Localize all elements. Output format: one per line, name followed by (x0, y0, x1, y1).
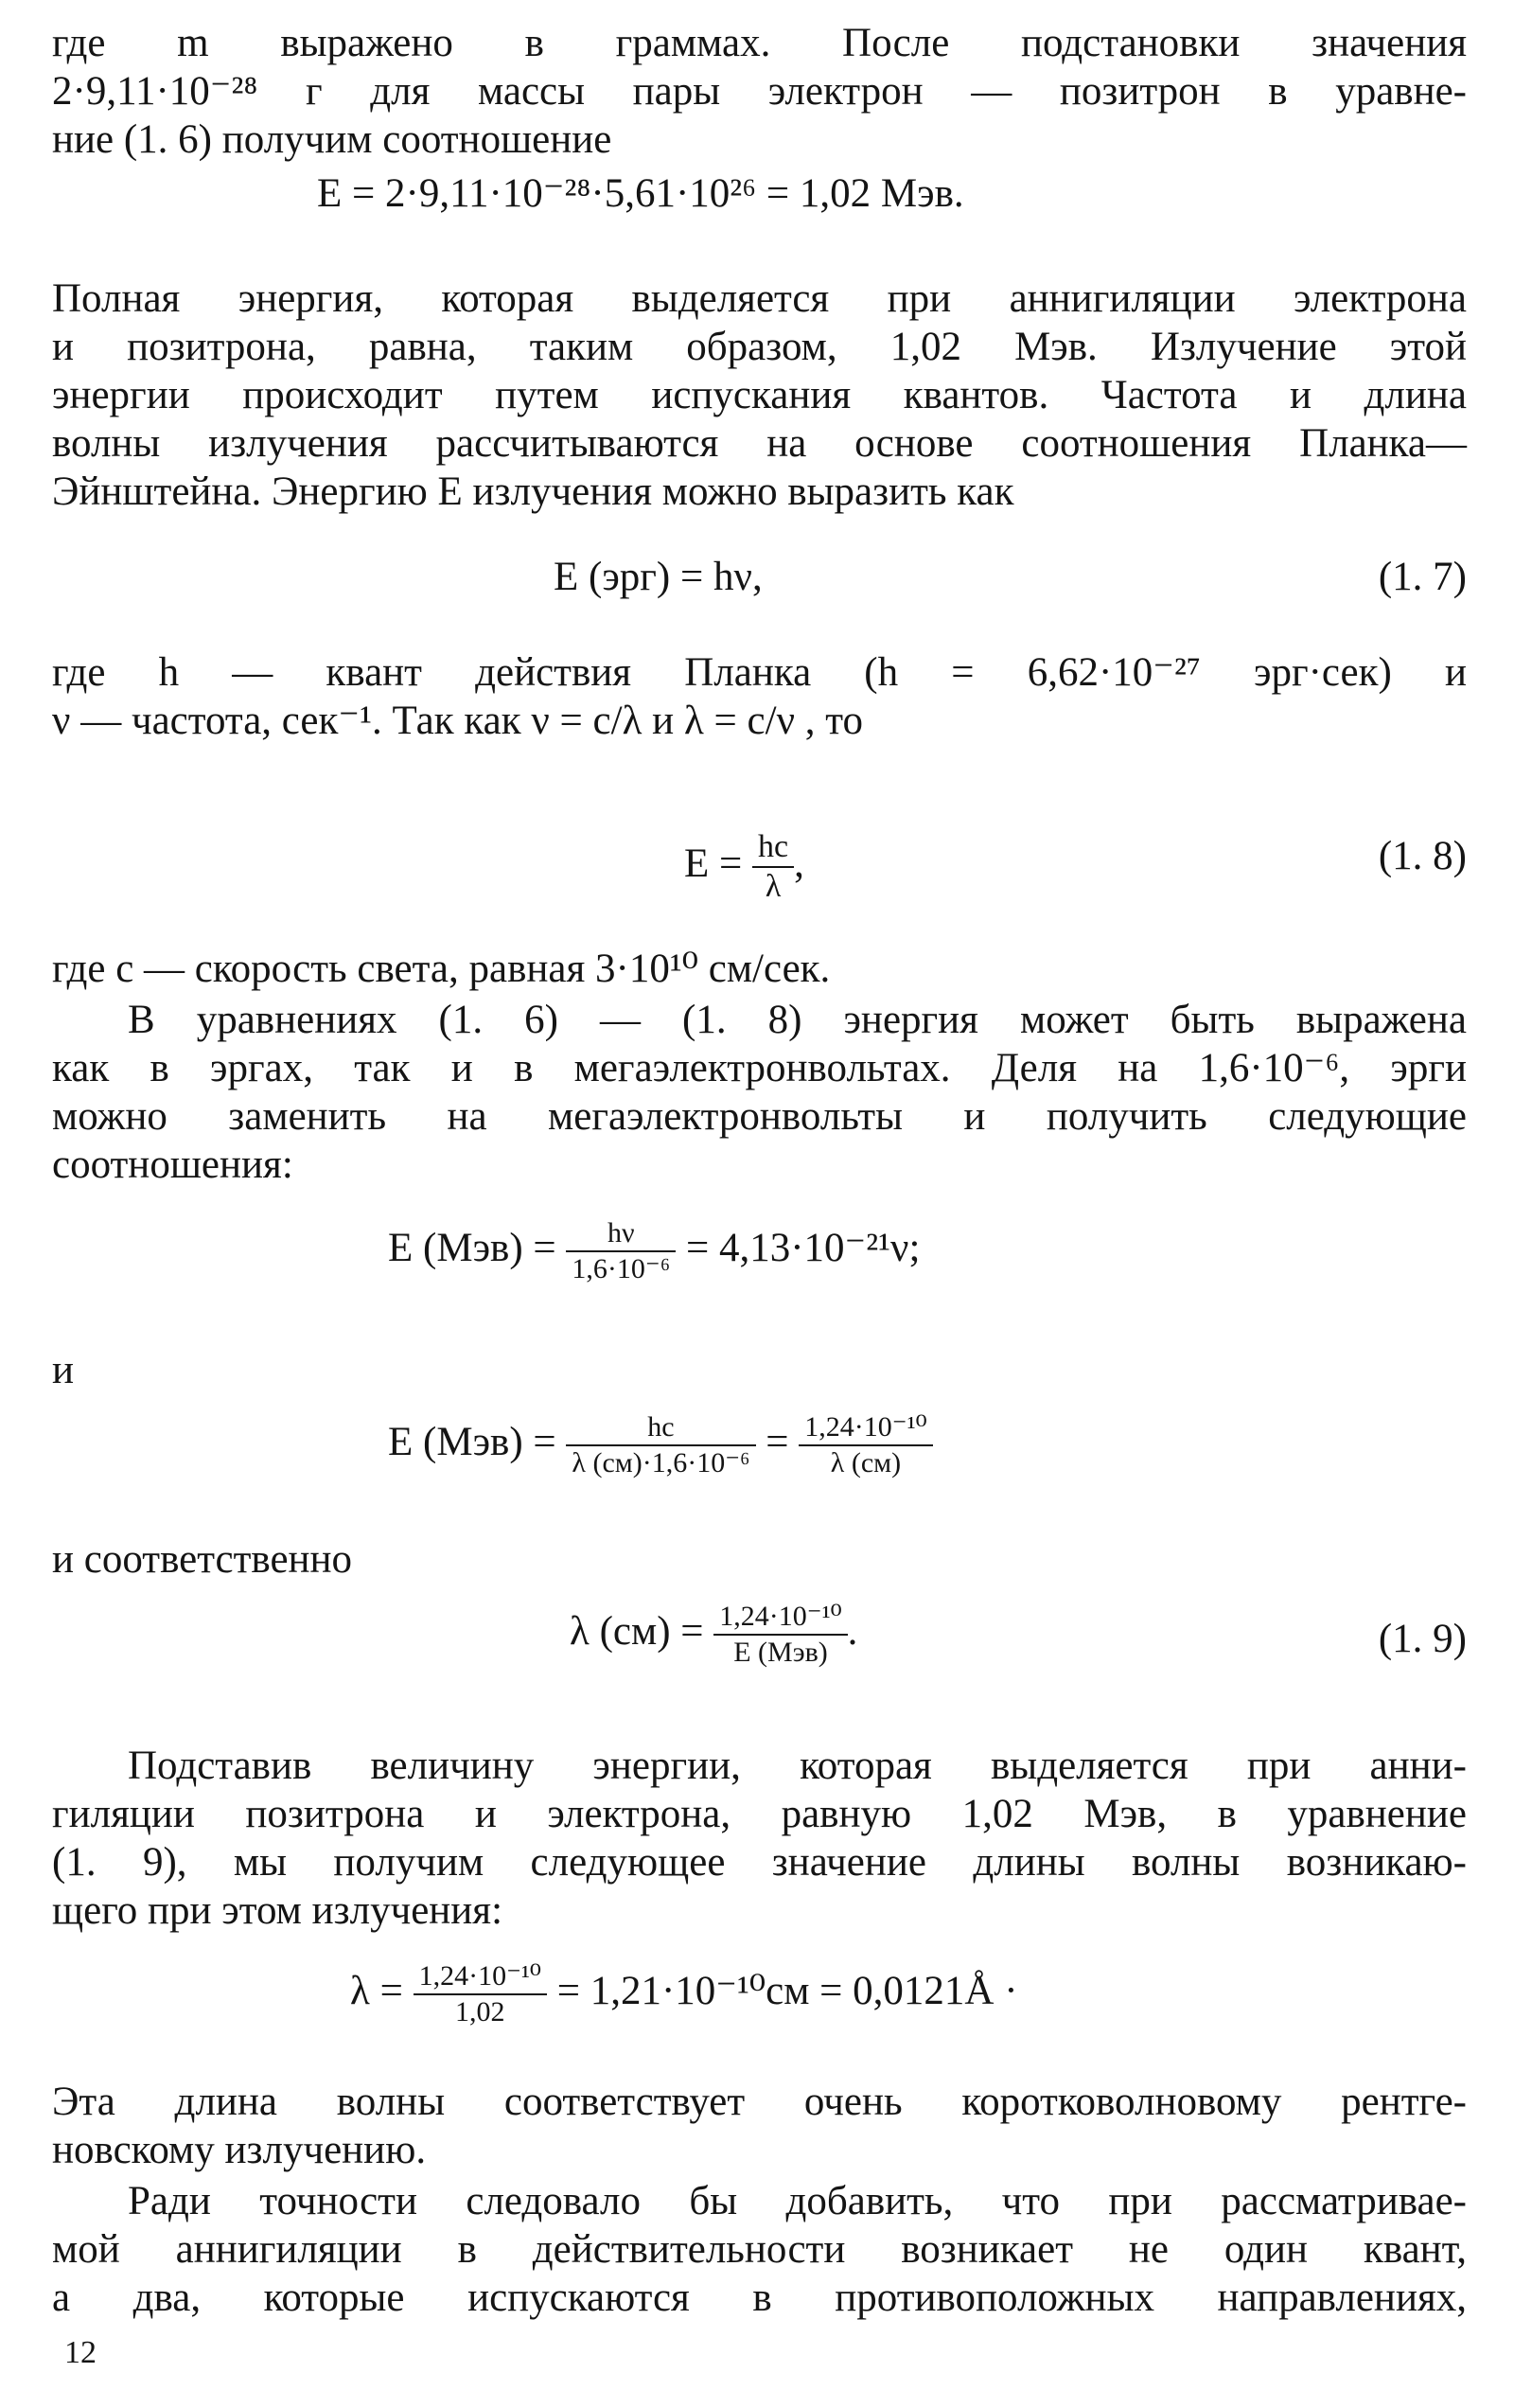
text-line: Полная энергия, которая выделяется при аннигиляции электрона (52, 276, 1467, 321)
equation-number: (1. 9) (1378, 1617, 1467, 1661)
text-line: (1. 9), мы получим следующее значение длины волны возникаю- (52, 1840, 1467, 1885)
text-line: соотношения: (52, 1142, 293, 1187)
denominator: λ (752, 866, 794, 906)
numerator: hc (758, 829, 789, 864)
equation-number: (1. 8) (1378, 834, 1467, 878)
equation-lhs: λ (см) = (570, 1608, 704, 1654)
equation-rhs: = 1,21·10⁻¹⁰см = 0,0121Å · (556, 1968, 1018, 2013)
text-line: Подставив величину энергии, которая выделяется при анни- (128, 1744, 1467, 1788)
text-line: Ради точности следовало бы добавить, что при рассматривае- (128, 2179, 1467, 2223)
numerator: 1,24·10⁻¹⁰ (719, 1601, 842, 1632)
text-line: новскому излучению. (52, 2128, 427, 2172)
text-line: а два, которые испускаются в противоположных направлениях, (52, 2275, 1467, 2320)
equation-lambda-result (350, 1959, 1018, 2045)
fraction (799, 1410, 932, 1480)
paragraph-annihilation-energy (52, 274, 1467, 516)
numerator: 1,24·10⁻¹⁰ (418, 1960, 541, 1992)
equation-mev-frequency (388, 1216, 920, 1301)
text-line: волны излучения рассчитываются на основе соотношения Планка— (52, 421, 1467, 466)
equation-1-7 (52, 549, 1467, 606)
word-respectively (52, 1535, 352, 1584)
denominator: 1,02 (414, 1993, 547, 2029)
text-line: как в эргах, так и в мегаэлектронвольтах. Деля на 1,6·10⁻⁶, эрги (52, 1046, 1467, 1090)
text-line: Эта длина волны соответствует очень коротковолновому рентге- (52, 2080, 1467, 2124)
paragraph-substitution (52, 1742, 1467, 1935)
numerator: hν (607, 1217, 635, 1248)
equation-number: (1. 7) (1378, 555, 1467, 599)
line-speed-of-light (52, 945, 1467, 993)
fraction (713, 1600, 847, 1670)
equation-energy-mass (317, 166, 964, 222)
fraction (414, 1959, 547, 2029)
text-line: и позитрона, равна, таким образом, 1,02 Мэв. Излучение этой (52, 325, 1467, 369)
denominator: 1,6·10⁻⁶ (566, 1250, 676, 1286)
equation-1-8 (52, 819, 1467, 904)
punctuation: . (847, 1608, 858, 1654)
numerator: 1,24·10⁻¹⁰ (804, 1411, 927, 1443)
text-line: можно заменить на мегаэлектронвольты и получить следующие (52, 1094, 1467, 1139)
equation-text: E = 2·9,11·10⁻²⁸·5,61·10²⁶ = 1,02 Мэв. (317, 171, 964, 216)
text-line: гиляции позитрона и электрона, равную 1,02 Мэв, в уравнение (52, 1792, 1467, 1836)
paragraph-two-quanta (52, 2177, 1467, 2322)
equation-lhs: E (Мэв) = (388, 1225, 556, 1270)
fraction (566, 1410, 755, 1480)
text-line: энергии происходит путем испускания квантов. Частота и длина (52, 373, 1467, 417)
equation-1-9 (52, 1600, 1467, 1685)
text-line: Эйнштейна. Энергию E излучения можно выразить как (52, 469, 1014, 514)
page-number: 12 (64, 2335, 97, 2370)
text-line: где h — квант действия Планка (h = 6,62·10⁻²⁷ эрг·сек) и (52, 650, 1467, 695)
equals-sign: = (766, 1419, 789, 1464)
text-line: щего при этом излучения: (52, 1888, 503, 1933)
paragraph-units (52, 996, 1467, 1189)
text-line: 2·9,11·10⁻²⁸ г для массы пары электрон — позитрон в уравне- (52, 69, 1467, 114)
word-and (52, 1346, 74, 1394)
equation-lhs: E (Мэв) = (388, 1419, 556, 1464)
denominator: λ (см) (799, 1444, 932, 1480)
fraction (566, 1216, 676, 1286)
text-line: В уравнениях (1. 6) — (1. 8) энергия может быть выражена (128, 998, 1467, 1042)
text-line: и соответственно (52, 1537, 353, 1582)
numerator: hc (647, 1411, 675, 1443)
text-line: и (52, 1348, 75, 1392)
text-line: где c — скорость света, равная 3·10¹⁰ см/сек. (52, 947, 831, 991)
equation-rhs: = 4,13·10⁻²¹ν; (685, 1225, 921, 1270)
text-line: где m выражено в граммах. После подстановки значения (52, 21, 1467, 65)
paragraph-planck (52, 648, 1467, 745)
fraction (752, 828, 794, 906)
paragraph-xray (52, 2078, 1467, 2174)
denominator: λ (см)·1,6·10⁻⁶ (566, 1444, 755, 1480)
equation-lhs: λ = (350, 1968, 403, 2013)
equation-lhs: E = (684, 841, 743, 886)
text-line: мой аннигиляции в действительности возникает не один квант, (52, 2227, 1467, 2272)
equation-mev-wavelength (388, 1410, 933, 1496)
paragraph-mass (52, 19, 1467, 164)
text-line: ν — частота, сек⁻¹. Так как ν = c/λ и λ = c/ν , то (52, 699, 863, 743)
punctuation: , (794, 841, 804, 886)
denominator: E (Мэв) (713, 1634, 847, 1670)
text-line: ние (1. 6) получим соотношение (52, 117, 612, 162)
equation-text: E (эрг) = hν, (554, 555, 763, 599)
